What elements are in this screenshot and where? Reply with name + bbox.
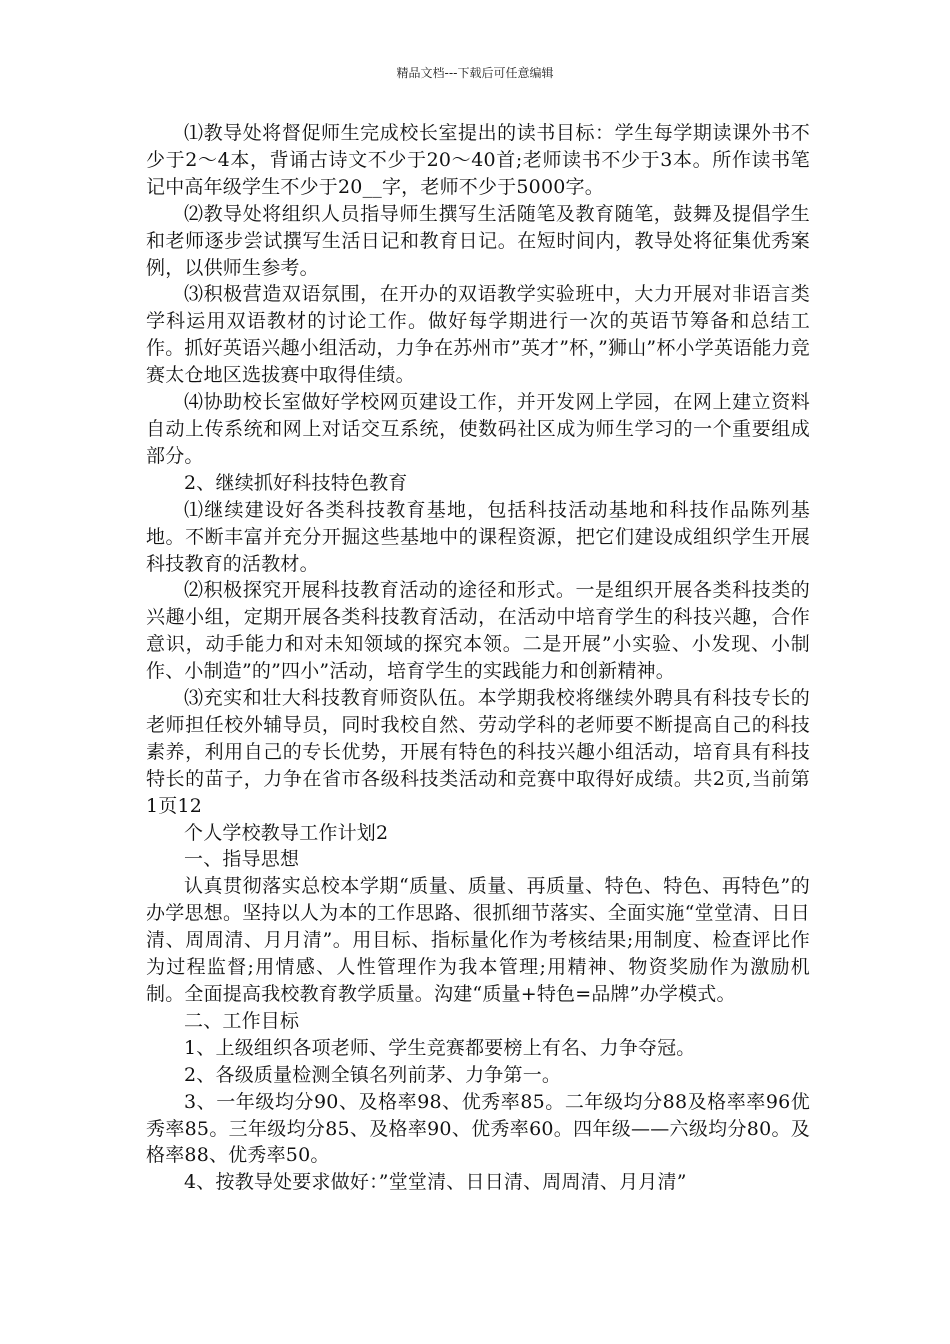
paragraph-reading-goals: ⑴教导处将督促师生完成校长室提出的读书目标：学生每学期读课外书不少于2～4本，背诵古诗文不少于20～40首;老师读书不少于3本。所作读书笔记中高年级学生不少于20__字，老师不少于5000字。 [146,122,810,198]
paragraph-writing-essays: ⑵教导处将组织人员指导师生撰写生活随笔及教育随笔，鼓舞及提倡学生和老师逐步尝试撰写生活日记和教育日记。在短时间内，教导处将征集优秀案例，以供师生参考。 [146,202,810,279]
section-heading-tech-education: 2、继续抓好科技特色教育 [184,471,408,494]
paragraph-website: ⑷协助校长室做好学校网页建设工作，并开发网上学园，在网上建立资料自动上传系统和网上对话交互系统，使数码社区成为师生学习的一个重要组成部分。 [146,391,810,467]
paragraph-tech-bases: ⑴继续建设好各类科技教育基地，包括科技活动基地和科技作品陈列基地。不断丰富并充分开掘这些基地中的课程资源，把它们建设成组织学生开展科技教育的活教材。 [146,498,810,575]
document-body [146,120,810,1196]
paragraph-tech-activities: ⑵积极探究开展科技教育活动的途径和形式。一是组织开展各类科技类的兴趣小组，定期开展各类科技教育活动，在活动中培育学生的科技兴趣，合作意识，动手能力和对未知领域的探究本领。二是开展”小实验、小发现、小制作、小制造”的”四小”活动，培育学生的实践能力和创新精神。 [146,579,810,683]
page-header: 精品文档---下载后可任意编辑 [396,66,554,80]
goal-item-competitions: 1、上级组织各项老师、学生竞赛都要榜上有名、力争夺冠。 [184,1036,696,1059]
paragraph-guiding-ideology: 认真贯彻落实总校本学期“质量、质量、再质量、特色、特色、再特色”的办学思想。坚持以人为本的工作思路、很抓细节落实、全面实施“堂堂清、日日清、周周清、月月清”。用目标、指标量化作为考核结果;用制度、检查评比作为过程监督;用情感、人性管理作为我本管理;用精神、物资奖励作为激励机制。全面提高我校教育教学质量。沟建“质量+特色=品牌”办学模式。 [146,875,810,1005]
goal-item-grade-scores: 3、一年级均分90、及格率98、优秀率85。二年级均分88及格率率96优秀率85。三年级均分85、及格率90、优秀率60。四年级——六级均分80。及格率88、优秀率50。 [146,1090,810,1167]
paragraph-bilingual: ⑶积极营造双语氛围，在开办的双语教学实验班中，大力开展对非语言类学科运用双语教材的讨论工作。做好每学期进行一次的英语节筹备和总结工作。抓好英语兴趣小组活动，力争在苏州市”英才”杯，”狮山”杯小学英语能力竞赛太仓地区选拔赛中取得佳绩。 [146,283,810,387]
goal-item-daily-clear: 4、按教导处要求做好：”堂堂清、日日清、周周清、月月清” [184,1171,687,1194]
paragraph-tech-teachers: ⑶充实和壮大科技教育师资队伍。本学期我校将继续外聘具有科技专长的老师担任校外辅导员，同时我校自然、劳动学科的老师要不断提高自己的科技素养，利用自己的专长优势，开展有特色的科技兴趣小组活动，培育具有科技特长的苗子，力争在省市各级科技类活动和竞赛中取得好成绩。共2页,当前第1页12 [146,687,810,817]
goal-item-quality-tests: 2、各级质量检测全镇名列前茅、力争第一。 [184,1063,562,1086]
document-title-plan-2: 个人学校教导工作计划2 [184,821,389,844]
section-heading-guiding-ideology: 一、指导思想 [184,848,300,871]
section-heading-work-goals: 二、工作目标 [184,1009,300,1032]
